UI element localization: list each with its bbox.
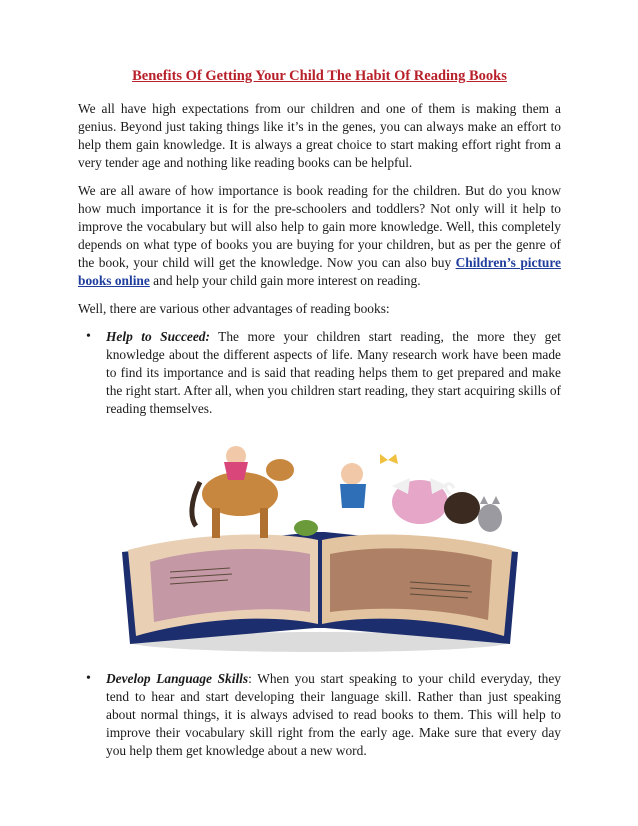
- intro-paragraph: We all have high expectations from our children and one of them is making them a genius. Beyond just taking things like it’s in the genes, you can always make an effort to help them gain knowledge. It is always a great choice to start making effort right from a very tender age and nothing like reading books can be helpful.: [78, 101, 561, 170]
- turtle-character: [294, 520, 318, 536]
- importance-text-end: and help your child gain more interest on reading.: [149, 273, 421, 288]
- importance-paragraph: [78, 182, 561, 290]
- bullet-heading: Help to Succeed:: [106, 329, 210, 344]
- child-reader: [340, 463, 366, 508]
- right-page-scene: [330, 548, 492, 620]
- bullet-text: [106, 670, 561, 760]
- picture-books-link[interactable]: Children’s picture books online: [78, 255, 562, 288]
- page-title: Benefits Of Getting Your Child The Habit Of Reading Books: [132, 68, 507, 84]
- bullet-body: The more your children start reading, the more they get knowledge about the different aspects of life. Many research work have been made to find its importance and is said that reading helps them to get prepared and make the right start. After all, when you children start reading, they start acquiring skills of reading themselves.: [106, 329, 561, 416]
- bullet-heading: Develop Language Skills: [106, 671, 249, 686]
- bullet-dot: •: [86, 329, 91, 344]
- bullet-dot: •: [86, 671, 91, 686]
- bullet-text: [106, 328, 561, 418]
- bullet-develop-language-skills: [78, 670, 561, 760]
- advantages-intro: Well, there are various other advantages of reading books:: [78, 301, 390, 316]
- cat-character: [478, 496, 502, 532]
- bull-character: [444, 484, 480, 524]
- importance-text: We are all aware of how importance is book reading for the children. But do you know how much importance it is for the pre-schoolers and toddlers? Not only will it help to improve the vocabulary but will also help to gain more knowledge. Well, this completely depends on what type of books you are buying for your children, but as per the genre of the book, your child will get the knowledge. Now you can also buy: [78, 183, 561, 270]
- girl-rider: [224, 446, 248, 480]
- open-picture-book-illustration: [120, 422, 520, 654]
- bullet-help-to-succeed: [78, 328, 561, 418]
- butterfly-decoration: [380, 454, 398, 464]
- bullet-body: : When you start speaking to your child everyday, they tend to hear and start developing their language skill. Rather than just speaking about normal things, it is always advised to read books to them. This will help to improve their vocabulary skill right from the early age. Make sure that every day you help them get knowledge about a new word.: [106, 671, 561, 758]
- cow-character: [392, 478, 448, 524]
